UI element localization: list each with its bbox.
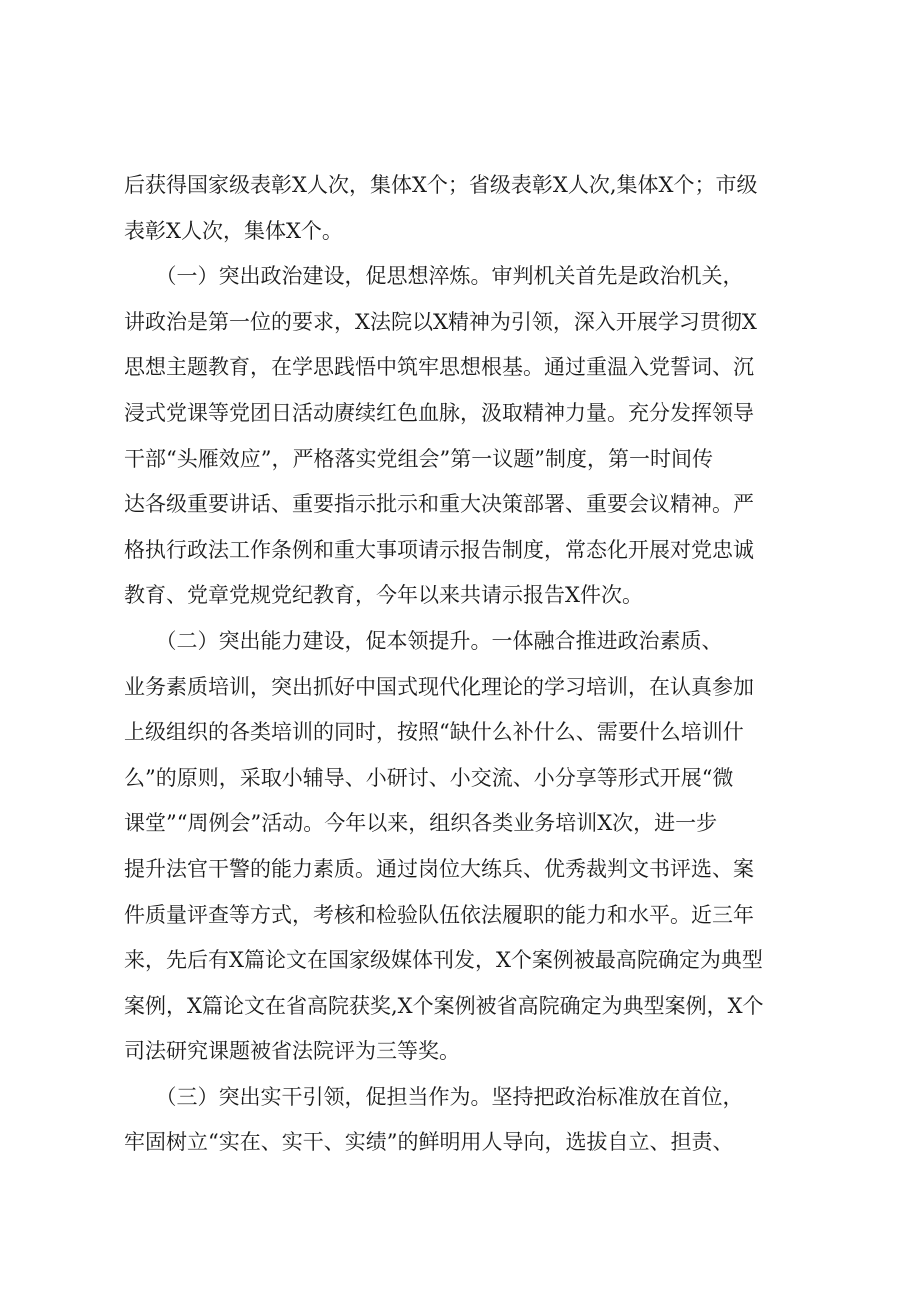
text-line: 上级组织的各类培训的同时，按照“缺什么补什么、需要什么培训什	[124, 720, 744, 745]
text-line: 司法研究课题被省法院评为三等奖。	[124, 1039, 460, 1064]
text-line: 达各级重要讲话、重要指示批示和重大决策部署、重要会议精神。严	[124, 492, 754, 517]
text-line: 格执行政法工作条例和重大事项请示报告制度，常态化开展对党忠诚	[124, 537, 754, 562]
text-line: 案例，X篇论文在省高院获奖,X个案例被省高院确定为典型案例，X个	[124, 993, 764, 1018]
text-line: 么”的原则，采取小辅导、小研讨、小交流、小分享等形式开展“微	[124, 765, 734, 790]
text-line: 牢固树立“实在、实干、实绩”的鲜明用人导向，选拔自立、担责、	[124, 1130, 734, 1155]
text-line: 件质量评查等方式，考核和检验队伍依法履职的能力和水平。近三年	[124, 902, 754, 927]
paragraph-heading-line: （二）突出能力建设，促本领提升。一体融合推进政治素质、	[124, 628, 723, 653]
document-body	[124, 163, 814, 1166]
text-line: 后获得国家级表彰X人次，集体X个；省级表彰X人次,集体X个；市级	[124, 173, 758, 197]
text-line: 表彰X人次，集体X个。	[124, 218, 343, 243]
text-line: 来，先后有X篇论文在国家级媒体刊发，X个案例被最高院确定为典型	[124, 948, 763, 973]
text-line: 干部“头雁效应”，严格落实党组会”第一议题”制度，第一时间传	[124, 446, 713, 471]
text-line: 浸式党课等党团日活动赓续红色血脉，汲取精神力量。充分发挥领导	[124, 400, 754, 425]
paragraph-heading-line: （三）突出实干引领，促担当作为。坚持把政治标准放在首位，	[124, 1084, 744, 1109]
text-line: 思想主题教育，在学思践悟中筑牢思想根基。通过重温入党誓词、沉	[124, 355, 754, 380]
paragraph-heading-line: （一）突出政治建设，促思想淬炼。审判机关首先是政治机关，	[124, 264, 744, 289]
text-line: 教育、党章党规党纪教育，今年以来共请示报告X件次。	[124, 583, 643, 608]
text-line: 业务素质培训，突出抓好中国式现代化理论的学习培训，在认真参加	[124, 674, 754, 699]
text-line: 讲政治是第一位的要求，X法院以X精神为引领，深入开展学习贯彻X	[124, 309, 757, 334]
text-line: 课堂”“周例会”活动。今年以来，组织各类业务培训X次，进一步	[124, 811, 718, 836]
text-line: 提升法官干警的能力素质。通过岗位大练兵、优秀裁判文书评选、案	[124, 856, 754, 881]
